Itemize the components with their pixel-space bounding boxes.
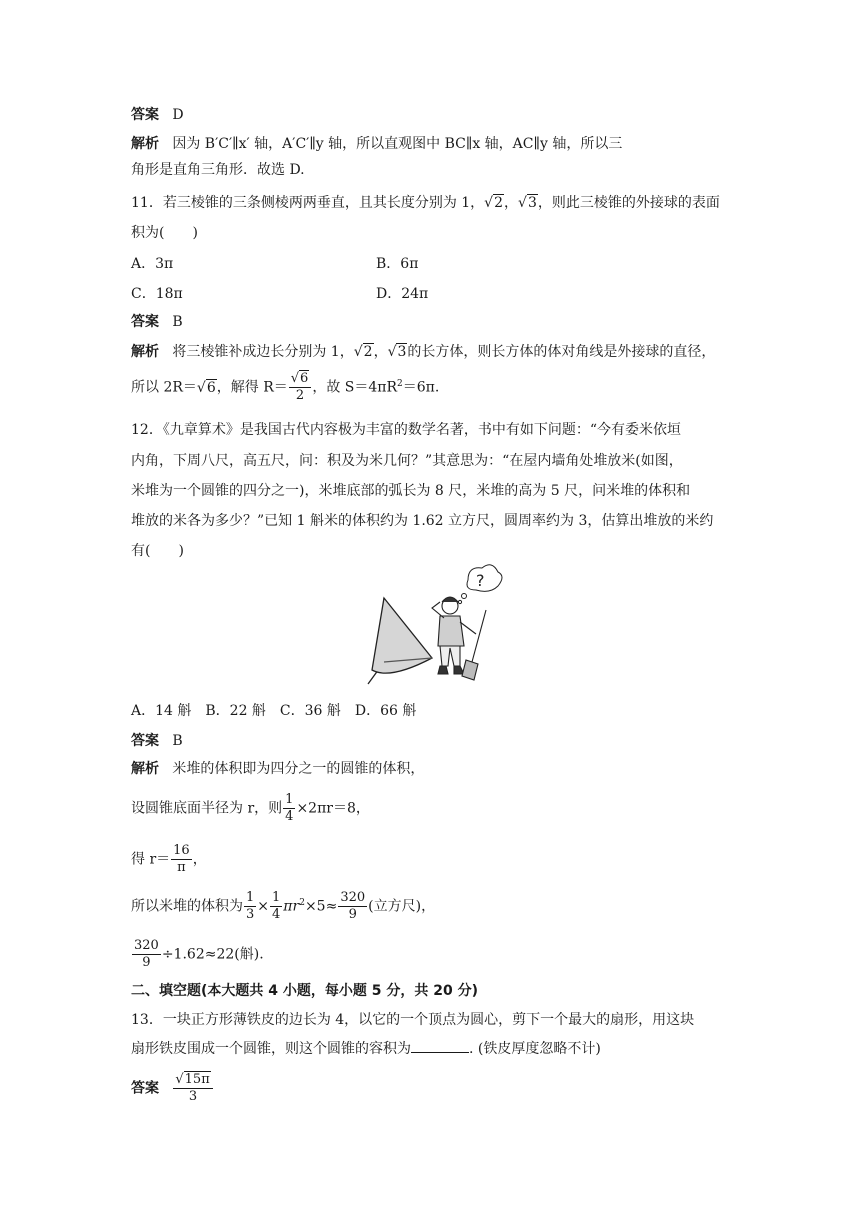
q12-answer-line: 答案 B — [131, 733, 183, 749]
fraction: $\frac{1}{4}$ — [272, 890, 281, 922]
sqrt-symbol: √3 — [518, 195, 537, 211]
q10-analysis-line1 — [131, 133, 622, 155]
q11-answer-line: 答案 B — [131, 314, 183, 330]
q12-analysis-line2: 设圆锥底面半径为 r，则 $\frac{1}{4}$ ×2πr＝8， — [131, 792, 370, 824]
q10-analysis-line2: 角形是直角三角形．故选 D. — [131, 162, 305, 178]
q12-answer: B — [172, 733, 183, 749]
q12-stem-line5: 有( ) — [131, 543, 184, 559]
fraction: $\frac{√6}{2}$ — [289, 371, 312, 404]
q12-analysis-line3: 得 r＝ $\frac{16}{\pi}$ ， — [131, 843, 207, 875]
cone-surface — [372, 598, 432, 673]
svg-text:?: ? — [476, 571, 485, 590]
q12-stem-line2: 内角，下周八尺，高五尺，问：积及为米几何？”其意思为：“在屋内墙角处堆放米(如图， — [131, 453, 683, 469]
answer-blank — [411, 1038, 469, 1053]
q12-options: A．14 斛 B．22 斛 C．36 斛 D．66 斛 — [131, 703, 417, 719]
fraction: $\frac{320}{9}$ — [134, 938, 159, 970]
q11-option-c: C．18π — [131, 286, 183, 302]
q11-analysis-line2: 所以 2R＝√6，解得 R＝ $\frac{√6}{2}$ ，故 $S=4\pi R^2=6\pi$. — [131, 371, 440, 403]
q13-stem-line1: 13．一块正方形薄铁皮的边长为 4，以它的一个顶点为圆心，剪下一个最大的扇形，用这块 — [131, 1012, 695, 1028]
q11-analysis-line1: 解析 将三棱锥补成边长分别为 1，√2，√3的长方体，则长方体的体对角线是外接球的直径， — [131, 344, 716, 360]
section-heading: 二、填空题(本大题共 4 小题，每小题 5 分，共 20 分) — [131, 983, 479, 999]
q12-analysis-line5: $\frac{320}{9}$ ÷1.62≈22(斛). — [134, 938, 264, 970]
sqrt-symbol: √2 — [484, 195, 504, 211]
rice-pile-figure — [360, 562, 505, 690]
q11-answer: B — [172, 314, 183, 330]
q12-analysis-line1: 解析 米堆的体积即为四分之一的圆锥的体积， — [131, 761, 425, 777]
fraction: $\frac{1}{3}$ — [246, 890, 255, 922]
q11-option-b: B．6π — [376, 256, 419, 272]
q12-stem-line1: 12．《九章算术》是我国古代内容极为丰富的数学名著，书中有如下问题：“今有委米依垣 — [131, 422, 681, 438]
fraction: $\frac{320}{9}$ — [340, 890, 366, 922]
q10-analysis-text: 因为 B′C′∥x′ 轴，A′C′∥y 轴，所以直观图中 BC∥x 轴，AC∥y 轴，所以三 — [172, 136, 623, 152]
thought-bubble-icon — [458, 565, 502, 604]
q13-answer-line: 答案 $\frac{√15\pi}{3}$ — [131, 1072, 214, 1105]
q10-answer-line — [131, 104, 184, 126]
farmer-figure — [432, 597, 486, 680]
q11-option-a: A．3π — [131, 256, 174, 272]
q13-answer-fraction: $\frac{√15\pi}{3}$ — [173, 1072, 212, 1105]
q11-stem-line1: 11．若三棱锥的三条侧棱两两垂直，且其长度分别为 1，√2，√3，则此三棱锥的外接球的表面 — [131, 192, 720, 214]
analysis-label: 解析 — [131, 136, 159, 152]
fraction: $\frac{16}{\pi}$ — [173, 843, 190, 875]
fraction: $\frac{1}{4}$ — [285, 792, 294, 824]
q10-answer: D — [172, 107, 184, 123]
q11-option-d: D．24π — [376, 286, 429, 302]
q11-stem-line2: 积为( ) — [131, 225, 198, 241]
q12-stem-line4: 堆放的米各为多少？”已知 1 斛米的体积约为 1.62 立方尺，圆周率约为 3，估算出堆放的米约 — [131, 513, 714, 529]
q13-stem-line2: 扇形铁皮围成一个圆锥，则这个圆锥的容积为 . (铁皮厚度忽略不计) — [131, 1038, 601, 1060]
q12-stem-line3: 米堆为一个圆锥的四分之一)，米堆底部的弧长为 8 尺，米堆的高为 5 尺，问米堆的体积和 — [131, 483, 691, 499]
q12-analysis-line4: 所以米堆的体积为 $\frac{1}{3}$ × $\frac{1}{4}$ $\pi r^2\times 5\approx$ $\frac{320}{9}$ (立方尺)， — [131, 890, 436, 922]
answer-label: 答案 — [131, 107, 159, 123]
